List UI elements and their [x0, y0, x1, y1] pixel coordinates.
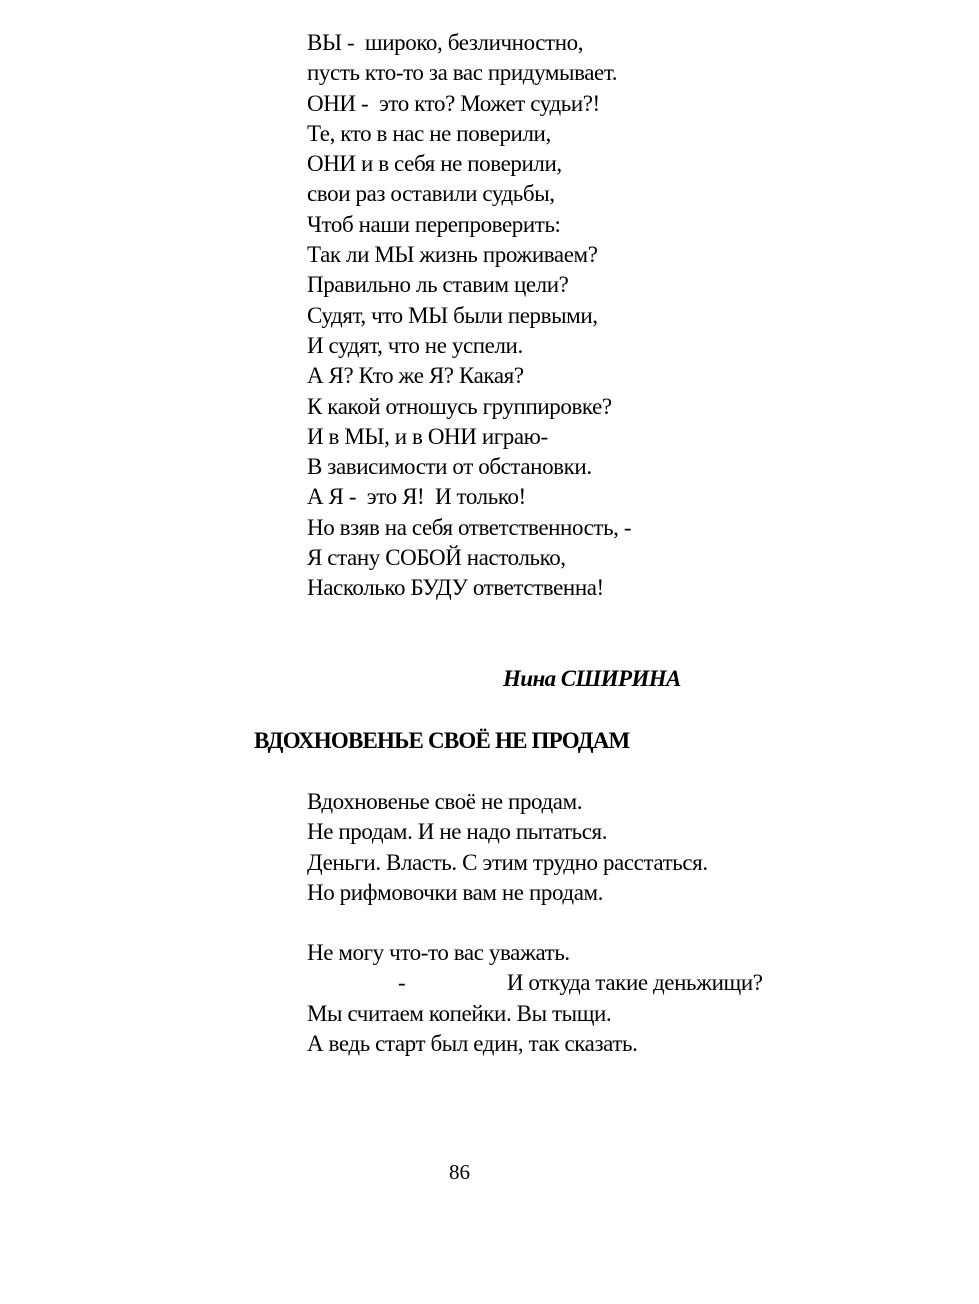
poem-line: Вдохновенье своё не продам. — [307, 789, 583, 814]
poem-line: Но взяв на себя ответственность, - — [307, 514, 632, 540]
poem-line: А Я? Кто же Я? Какая? — [307, 363, 524, 389]
poem-line: Насколько БУДУ ответственна! — [307, 575, 604, 601]
poem-line: ОНИ - это кто? Может судьи?! — [307, 90, 600, 116]
poem-line: Но рифмовочки вам не продам. — [307, 879, 604, 905]
poem-line: И судят, что не успели. — [307, 332, 523, 358]
poem-line: К какой отношусь группировке? — [307, 393, 612, 419]
poem-line: А ведь старт был един, так сказать. — [307, 1030, 638, 1056]
poem-line: ОНИ и в себя не поверили, — [307, 151, 562, 177]
poem-line: Мы считаем копейки. Вы тыщи. — [307, 1000, 612, 1026]
poem-stanza-2 — [307, 938, 763, 1059]
poem-line: Не продам. И не надо пытаться. — [307, 819, 608, 845]
poem-line: свои раз оставили судьбы, — [307, 181, 555, 207]
page-number: 86 — [449, 1160, 470, 1184]
poem-line: ВЫ - широко, безличностно, — [307, 30, 584, 55]
poem-line: Правильно ль ставим цели? — [307, 272, 569, 298]
poem-line: А Я - это Я! И только! — [307, 484, 526, 510]
author-name: Нина СШИРИНА — [503, 666, 681, 691]
poem-line: Деньги. Власть. С этим трудно расстаться. — [307, 849, 708, 875]
poem-line: Так ли МЫ жизнь проживаем? — [307, 242, 598, 268]
poem-stanza-1 — [307, 787, 708, 908]
poem-line: Я стану СОБОЙ настолько, — [307, 545, 566, 571]
poem-line: Судят, что МЫ были первыми, — [307, 302, 598, 328]
poem-title: ВДОХНОВЕНЬЕ СВОЁ НЕ ПРОДАМ — [254, 728, 630, 753]
poem-line: Чтоб наши перепроверить: — [307, 211, 561, 237]
poem-continued-stanza — [307, 28, 631, 604]
poem-line: В зависимости от обстановки. — [307, 454, 592, 480]
poem-line: - И откуда такие деньжищи? — [307, 970, 763, 996]
poem-line: пусть кто-то за вас придумывает. — [307, 60, 618, 86]
poem-line: Не могу что-то вас уважать. — [307, 940, 570, 965]
poem-line: И в МЫ, и в ОНИ играю- — [307, 423, 548, 449]
poem-line: Те, кто в нас не поверили, — [307, 120, 551, 146]
